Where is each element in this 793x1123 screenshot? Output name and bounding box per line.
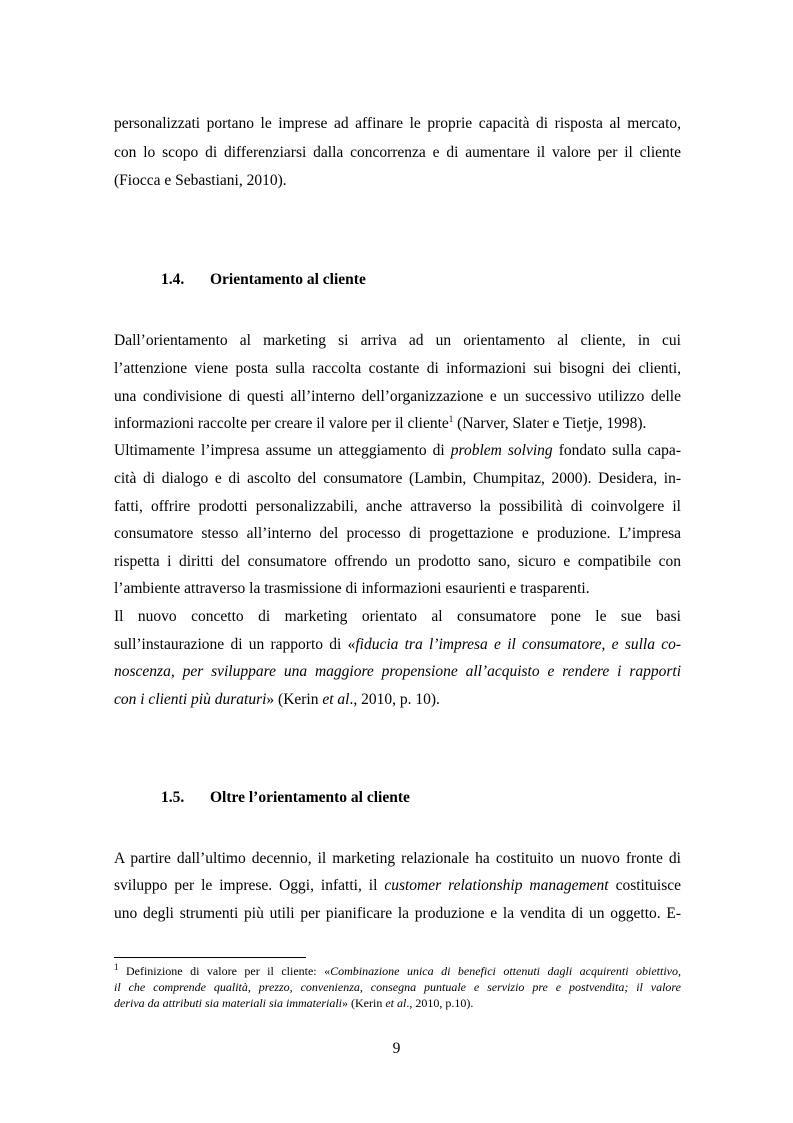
intro-line-2: con lo scopo di differenziarsi dalla concorrenza e di aumentare il valore per il cliente xyxy=(114,144,681,161)
paragraph-line: cità di dialogo e di ascolto del consumatore (Lambin, Chumpitaz, 2000). Desidera, in- xyxy=(114,470,681,487)
section-title: Orientamento al cliente xyxy=(210,271,366,288)
paragraph-line: rispetta i diritti del consumatore offrendo un prodotto sano, sicuro e compatibile con xyxy=(114,553,681,570)
quotation: noscenza, per sviluppare una maggiore propensione all’acquisto e rendere i rapporti xyxy=(114,663,681,680)
footnote-line: $^1$ Definizione di valore per il cliente: «Combinazione unica di benefici ottenuti dagli acquirenti obiettivo, xyxy=(114,962,681,978)
section-heading-1-5 xyxy=(161,788,410,808)
footnote-line: il che comprende qualità, prezzo, convenienza, consegna puntuale e servizio pre e postvendita; il valore xyxy=(114,980,681,994)
intro-line-3: (Fiocca e Sebastiani, 2010). xyxy=(114,172,287,189)
paragraph-line: sviluppo per le imprese. Oggi, infatti, il customer relationship management costituisce xyxy=(114,877,682,894)
paragraph-line: A partire dall’ultimo decennio, il marketing relazionale ha costituito un nuovo fronte di xyxy=(114,850,681,867)
paragraph-line: una condivisione di questi all’interno dell’organizzazione e un successivo utilizzo delle xyxy=(114,388,681,405)
intro-line-1: personalizzati portano le imprese ad affinare le proprie capacità di risposta al mercato, xyxy=(114,115,681,132)
paragraph-line: Dall’orientamento al marketing si arriva ad un orientamento al cliente, in cui xyxy=(114,332,681,349)
paragraph-line: con i clienti più duraturi» (Kerin et al., 2010, p. 10). xyxy=(114,691,440,708)
paragraph-line: uno degli strumenti più utili per pianificare la produzione e la vendita di un oggetto. E- xyxy=(114,905,681,922)
paragraph-line xyxy=(114,662,681,682)
footnote-reference[interactable]: 1 xyxy=(448,413,454,424)
section-title: Oltre l’orientamento al cliente xyxy=(210,789,410,806)
paragraph-line: fatti, offrire prodotti personalizzabili, anche attraverso la possibilità di coinvolgere il xyxy=(114,498,681,515)
emphasis: customer relationship management xyxy=(384,877,609,894)
section-heading-1-4 xyxy=(161,270,366,290)
paragraph-line: informazioni raccolte per creare il valore per il cliente$^1$ (Narver, Slater e Tietje, 1998). xyxy=(114,413,647,432)
footnote-separator xyxy=(114,957,306,958)
paragraph-line: consumatore stesso all’interno del processo di progettazione e produzione. L’impresa xyxy=(114,525,681,542)
emphasis: problem solving xyxy=(450,442,553,459)
section-number: 1.4. xyxy=(161,271,185,288)
footnote-mark: 1 xyxy=(114,962,119,972)
paragraph-line: Ultimamente l’impresa assume un atteggiamento di problem solving fondato sulla capa- xyxy=(114,442,681,459)
section-number: 1.5. xyxy=(161,789,185,806)
paragraph-line: l’attenzione viene posta sulla raccolta costante di informazioni sui bisogni dei clienti, xyxy=(114,360,681,377)
paragraph-line: l’ambiente attraverso la trasmissione di informazioni esaurienti e trasparenti. xyxy=(114,580,590,597)
page-number: 9 xyxy=(392,1040,401,1057)
quotation: con i clienti più duraturi xyxy=(114,691,267,708)
quotation: fiducia tra l’impresa e il consumatore, e sulla co- xyxy=(355,636,682,653)
footnote-line: deriva da attributi sia materiali sia immateriali» (Kerin et al., 2010, p.10). xyxy=(114,996,474,1010)
paragraph-line: Il nuovo concetto di marketing orientato al consumatore pone le sue basi xyxy=(114,608,681,625)
paragraph-line: sull’instaurazione di un rapporto di «fiducia tra l’impresa e il consumatore, e sulla co- xyxy=(114,636,682,653)
